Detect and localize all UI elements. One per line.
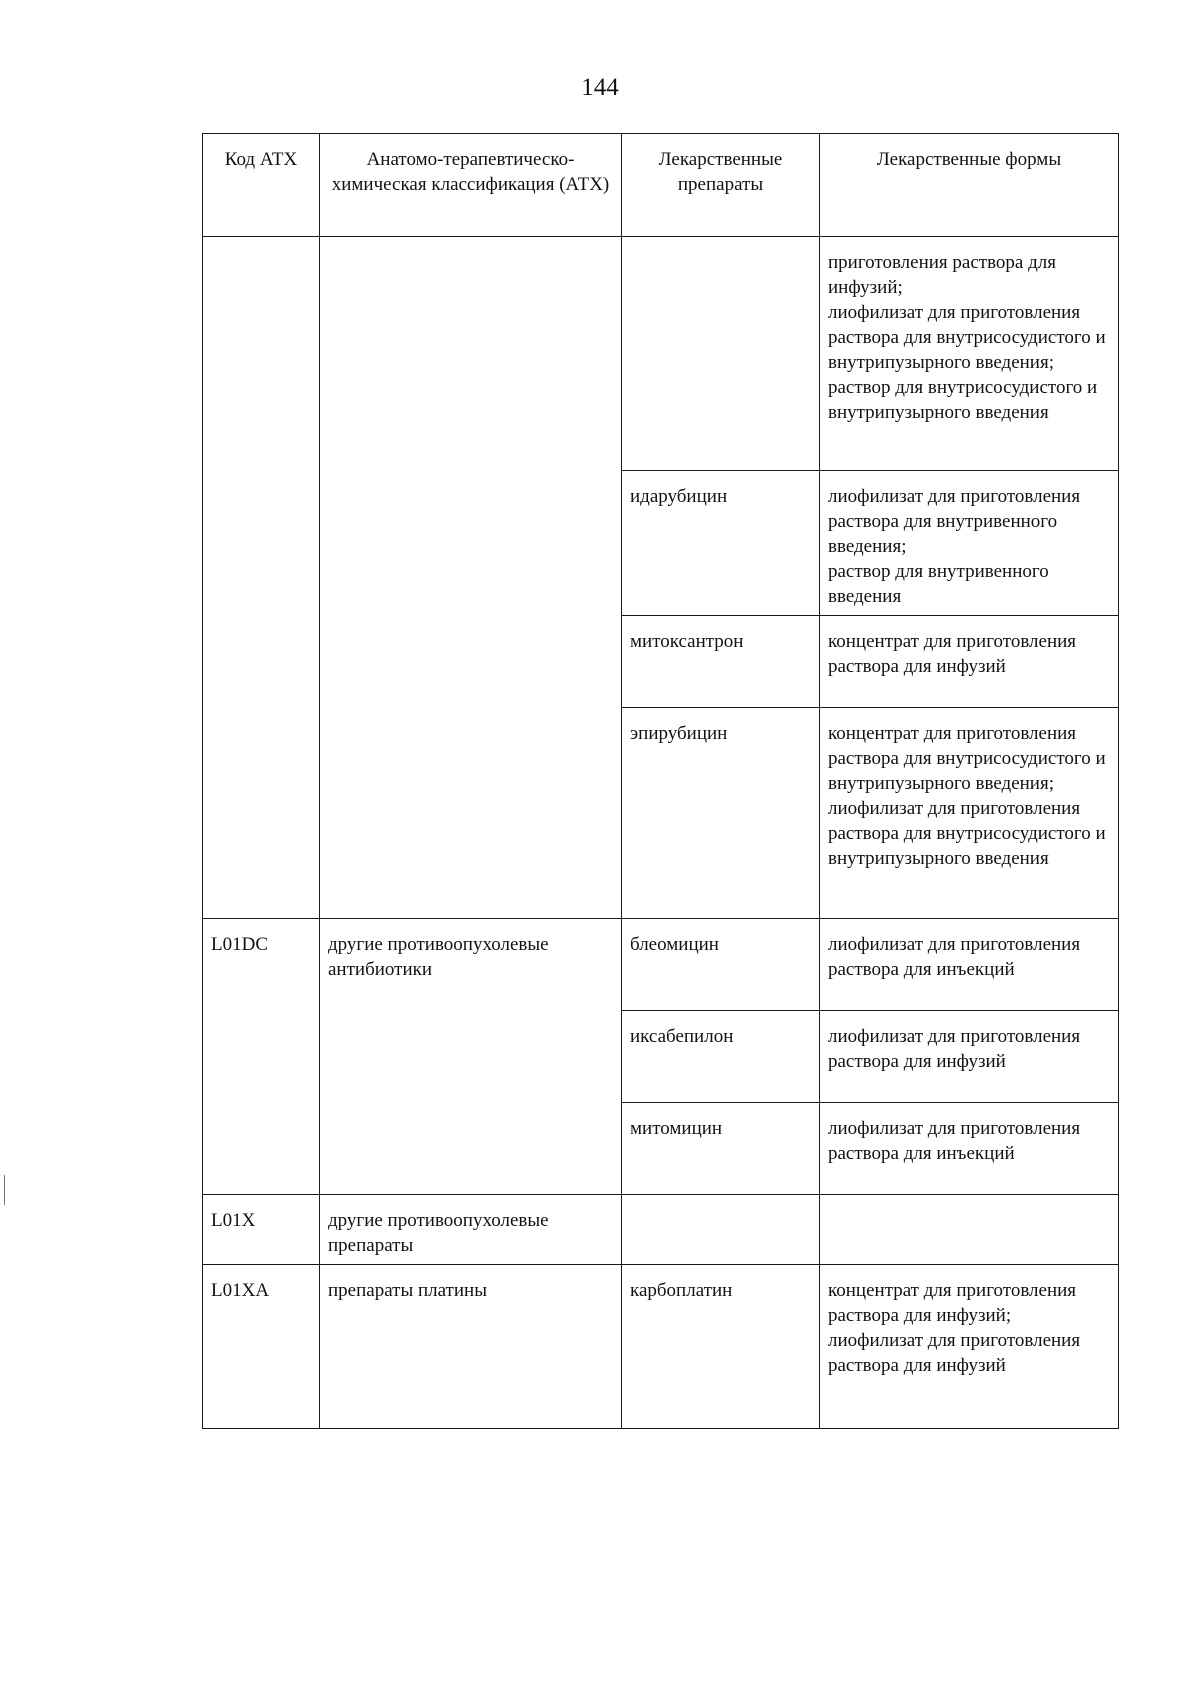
dosage-forms-cell-empty	[820, 1195, 1119, 1265]
atc-code-cell: L01XA	[203, 1265, 320, 1429]
atc-code-cell: L01DC	[203, 919, 320, 1195]
table-row	[203, 1265, 1119, 1429]
dosage-forms-cell: концентрат для приготовления раствора для внутрисосудистого и внутрипузырного введения; лиофилизат для приготовления раствора для внутрисосудистого и внутрипузырного введения	[820, 708, 1119, 919]
header-drugs: Лекарственные препараты	[622, 134, 820, 237]
page-number: 144	[581, 74, 619, 101]
dosage-forms-cell: лиофилизат для приготовления раствора для инъекций	[820, 1103, 1119, 1195]
code-cell-empty	[203, 237, 320, 919]
drug-name-cell: карбоплатин	[622, 1265, 820, 1429]
drug-cell-empty	[622, 1195, 820, 1265]
class-cell-empty	[320, 237, 622, 919]
atc-code-cell: L01X	[203, 1195, 320, 1265]
drug-cell-empty	[622, 237, 820, 471]
table-header-row	[203, 134, 1119, 237]
dosage-forms-cell: приготовления раствора для инфузий; лиофилизат для приготовления раствора для внутрисосудистого и внутрипузырного введения; раствор для внутрисосудистого и внутрипузырного введения	[820, 237, 1119, 471]
atc-class-cell: другие противоопухолевые препараты	[320, 1195, 622, 1265]
drug-name-cell: блеомицин	[622, 919, 820, 1011]
drug-name-cell: митоксантрон	[622, 616, 820, 708]
header-atc-classification: Анатомо-терапевтическо-химическая классификация (АТХ)	[320, 134, 622, 237]
atc-drug-table	[202, 133, 1119, 1429]
header-dosage-forms: Лекарственные формы	[820, 134, 1119, 237]
table-row	[203, 237, 1119, 471]
drug-name-cell: митомицин	[622, 1103, 820, 1195]
dosage-forms-cell: лиофилизат для приготовления раствора для инфузий	[820, 1011, 1119, 1103]
atc-class-cell: препараты платины	[320, 1265, 622, 1429]
drug-name-cell: эпирубицин	[622, 708, 820, 919]
dosage-forms-cell: лиофилизат для приготовления раствора для инъекций	[820, 919, 1119, 1011]
header-atc-code: Код АТХ	[203, 134, 320, 237]
dosage-forms-cell: концентрат для приготовления раствора для инфузий	[820, 616, 1119, 708]
drug-name-cell: идарубицин	[622, 471, 820, 616]
scan-artifact-line	[4, 1175, 5, 1205]
drug-name-cell: иксабепилон	[622, 1011, 820, 1103]
atc-class-cell: другие противоопухолевые антибиотики	[320, 919, 622, 1195]
table-row	[203, 1195, 1119, 1265]
dosage-forms-cell: лиофилизат для приготовления раствора для внутривенного введения; раствор для внутривенного введения	[820, 471, 1119, 616]
table-row	[203, 919, 1119, 1011]
dosage-forms-cell: концентрат для приготовления раствора для инфузий; лиофилизат для приготовления раствора для инфузий	[820, 1265, 1119, 1429]
